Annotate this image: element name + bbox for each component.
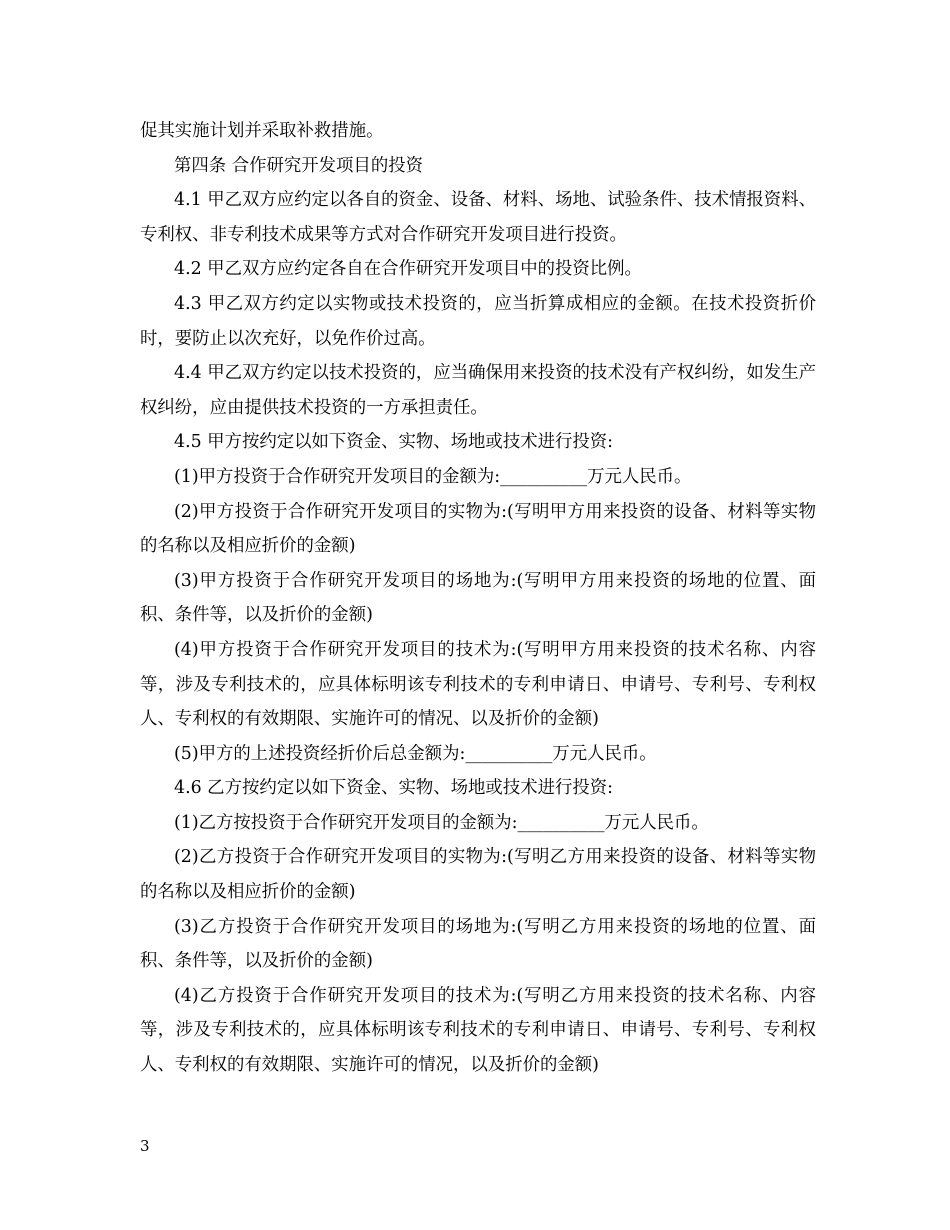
paragraph: 4.4 甲乙双方约定以技术投资的，应当确保用来投资的技术没有产权纠纷，如发生产权纠纷，应由提供技术投资的一方承担责任。 <box>140 363 816 418</box>
paragraph: (2)甲方投资于合作研究开发项目的实物为:(写明甲方用来投资的设备、材料等实物的名称以及相应折价的金额) <box>140 501 816 557</box>
paragraph: 4.2 甲乙双方应约定各自在合作研究开发项目中的投资比例。 <box>174 259 642 280</box>
paragraph: (5)甲方的上述投资经折价后总金额为:__________万元人民币。 <box>174 743 657 764</box>
paragraph: (4)乙方投资于合作研究开发项目的技术为:(写明乙方用来投资的技术名称、内容等，涉及专利技术的，应具体标明该专利技术的专利申请日、申请号、专利号、专利权人、专利权的有效期限、实施许可的情况，以及折价的金额) <box>140 985 816 1076</box>
paragraph: (3)乙方投资于合作研究开发项目的场地为:(写明乙方用来投资的场地的位置、面积、条件等，以及折价的金额) <box>140 916 816 972</box>
paragraph: 4.3 甲乙双方约定以实物或技术投资的，应当折算成相应的金额。在技术投资折价时，要防止以次充好，以免作价过高。 <box>140 293 816 349</box>
paragraph: 4.5 甲方按约定以如下资金、实物、场地或技术进行投资: <box>174 432 614 453</box>
paragraph: 促其实施计划并采取补救措施。 <box>140 121 384 141</box>
page-number: 3 <box>140 1137 150 1155</box>
paragraph: 4.6 乙方按约定以如下资金、实物、场地或技术进行投资: <box>174 778 614 799</box>
paragraph: (2)乙方投资于合作研究开发项目的实物为:(写明乙方用来投资的设备、材料等实物的名称以及相应折价的金额) <box>140 847 816 903</box>
paragraph: (3)甲方投资于合作研究开发项目的场地为:(写明甲方用来投资的场地的位置、面积、条件等，以及折价的金额) <box>140 570 816 626</box>
section-heading: 第四条 合作研究开发项目的投资 <box>174 155 423 176</box>
paragraph: 4.1 甲乙双方应约定以各自的资金、设备、材料、场地、试验条件、技术情报资料、专利权、非专利技术成果等方式对合作研究开发项目进行投资。 <box>140 190 816 245</box>
paragraph: (4)甲方投资于合作研究开发项目的技术为:(写明甲方用来投资的技术名称、内容等，涉及专利技术的，应具体标明该专利技术的专利申请日、申请号、专利号、专利权人、专利权的有效期限、实施许可的情况、以及折价的金额) <box>140 639 816 730</box>
paragraph: (1)甲方投资于合作研究开发项目的金额为:__________万元人民币。 <box>174 466 692 487</box>
paragraph: (1)乙方按投资于合作研究开发项目的金额为:__________万元人民币。 <box>174 812 709 833</box>
document-body <box>140 114 816 1083</box>
